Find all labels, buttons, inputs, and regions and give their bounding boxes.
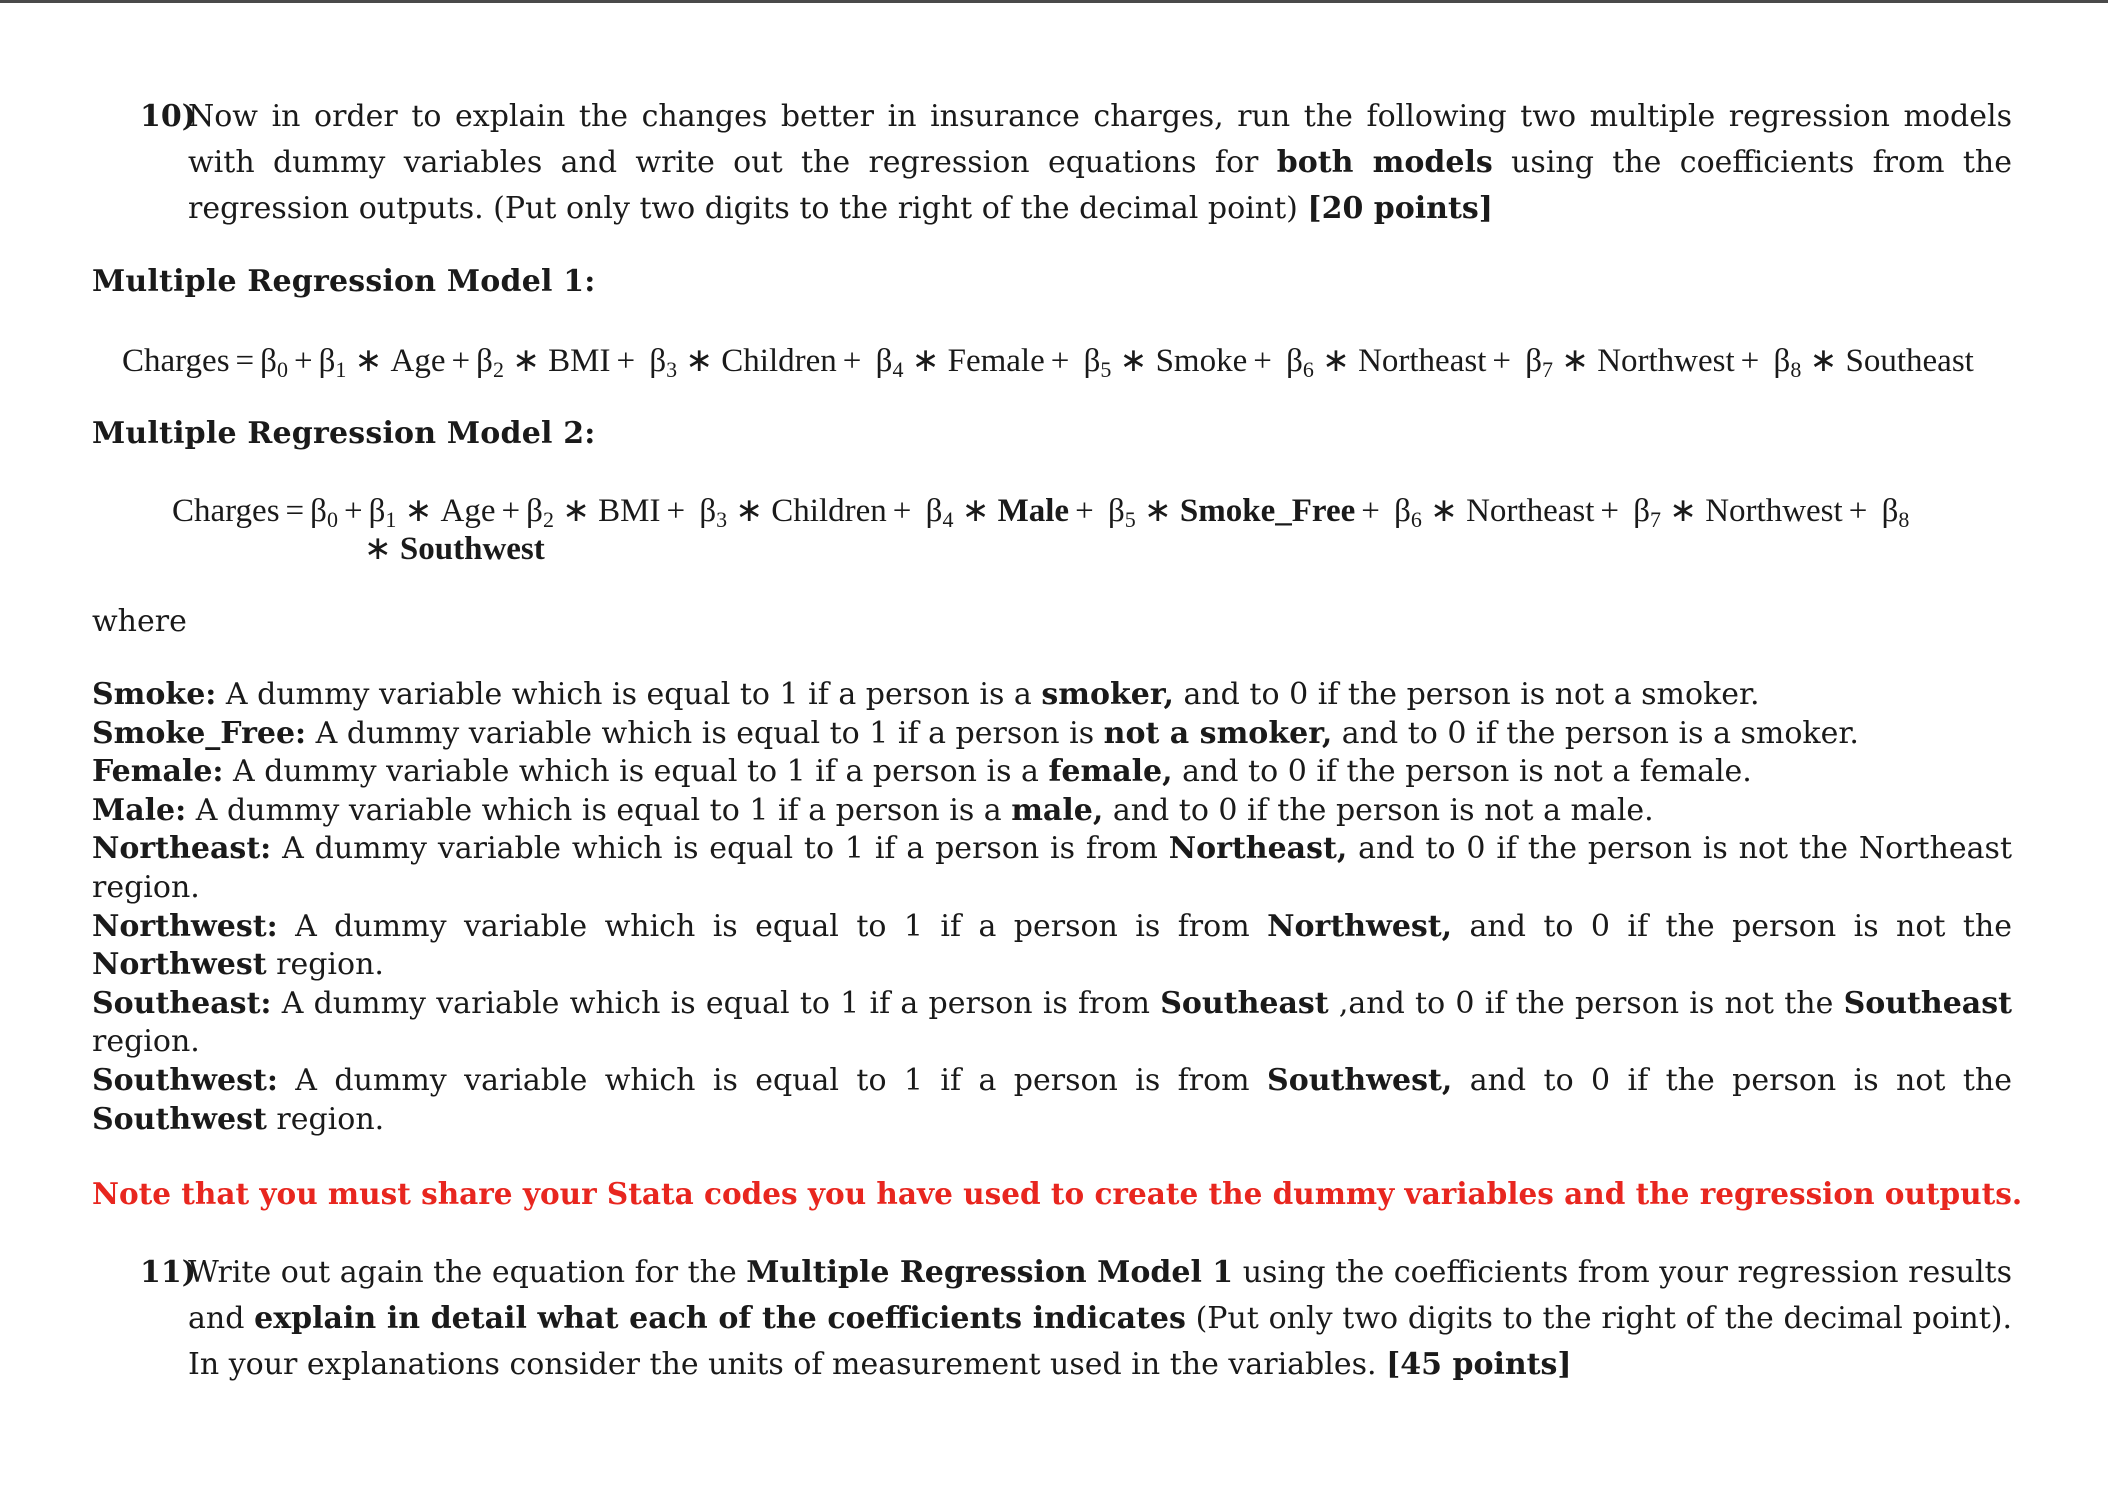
question-10 bbox=[140, 94, 2012, 232]
question-10-number: 10) bbox=[140, 99, 196, 134]
question-10-points: [20 points] bbox=[1307, 191, 1493, 226]
question-11-points: [45 points] bbox=[1386, 1347, 1572, 1382]
definition-southeast: Southeast: A dummy variable which is equal to 1 if a person is from Southeast ,and to 0 if the person is not the Southeast region. bbox=[92, 985, 2012, 1060]
model-2-heading: Multiple Regression Model 2: bbox=[92, 416, 596, 451]
question-11-number: 11) bbox=[140, 1255, 196, 1290]
definition-smoke-free: Smoke_Free: A dummy variable which is equal to 1 if a person is not a smoker, and to 0 if the person is a smoker. bbox=[92, 715, 1859, 751]
definitions-list bbox=[92, 676, 2012, 1139]
top-border-line bbox=[0, 0, 2108, 3]
definition-smoke: Smoke: A dummy variable which is equal to 1 if a person is a smoker, and to 0 if the person is not a smoker. bbox=[92, 677, 1760, 712]
question-11-text: Write out again the equation for the Multiple Regression Model 1 using the coefficients from your regression results and explain in detail what each of the coefficients indicates (Put only two digits to the right of the decimal point). In your explanations consider the units of measurement used in the variables. [45 points] bbox=[188, 1255, 2013, 1382]
model-2-equation-line-2: ∗ Southwest bbox=[364, 531, 545, 567]
definition-male: Male: A dummy variable which is equal to 1 if a person is a male, and to 0 if the person is not a male. bbox=[92, 792, 1654, 828]
model-1-equation: Charges = $\beta_0 + \beta_1$ ∗ Age + $\beta_2$ ∗ BMI + $\beta_3$ ∗ Children + $\beta_4$ ∗ Female + $\beta_5$ ∗ Smoke + $\beta_6$ ∗ Northeast + $\beta_7$ ∗ Northwest + $\beta_8$ ∗ Southeast bbox=[122, 343, 1974, 382]
question-10-text: Now in order to explain the changes better in insurance charges, run the following two multiple regression models with dummy variables and write out the regression equations for both models using the coefficients from the regression outputs. (Put only two digits to the right of the decimal point) [20 points] bbox=[188, 99, 2012, 226]
where-label: where bbox=[92, 604, 187, 639]
question-11 bbox=[140, 1250, 2012, 1388]
model-1-heading: Multiple Regression Model 1: bbox=[92, 264, 596, 299]
stata-note: Note that you must share your Stata codes you have used to create the dummy variables and the regression outputs. bbox=[92, 1176, 2023, 1211]
definition-northwest: Northwest: A dummy variable which is equal to 1 if a person is from Northwest, and to 0 if the person is not the Northwest region. bbox=[92, 908, 2013, 983]
definition-southwest: Southwest: A dummy variable which is equal to 1 if a person is from Southwest, and to 0 if the person is not the Southwest region. bbox=[92, 1062, 2012, 1137]
definition-female: Female: A dummy variable which is equal to 1 if a person is a female, and to 0 if the person is not a female. bbox=[92, 754, 1752, 790]
definition-northeast: Northeast: A dummy variable which is equal to 1 if a person is from Northeast, and to 0 if the person is not the Northeast region. bbox=[92, 831, 2013, 905]
model-2-equation-line-1: Charges = $\beta_0 + \beta_1$ ∗ Age + $\beta_2$ ∗ BMI + $\beta_3$ ∗ Children + $\beta_4$ ∗ Male + $\beta_5$ ∗ Smoke_Free + $\beta_6$ ∗ Northeast + $\beta_7$ ∗ Northwest + $\beta_8$ bbox=[172, 493, 1910, 532]
